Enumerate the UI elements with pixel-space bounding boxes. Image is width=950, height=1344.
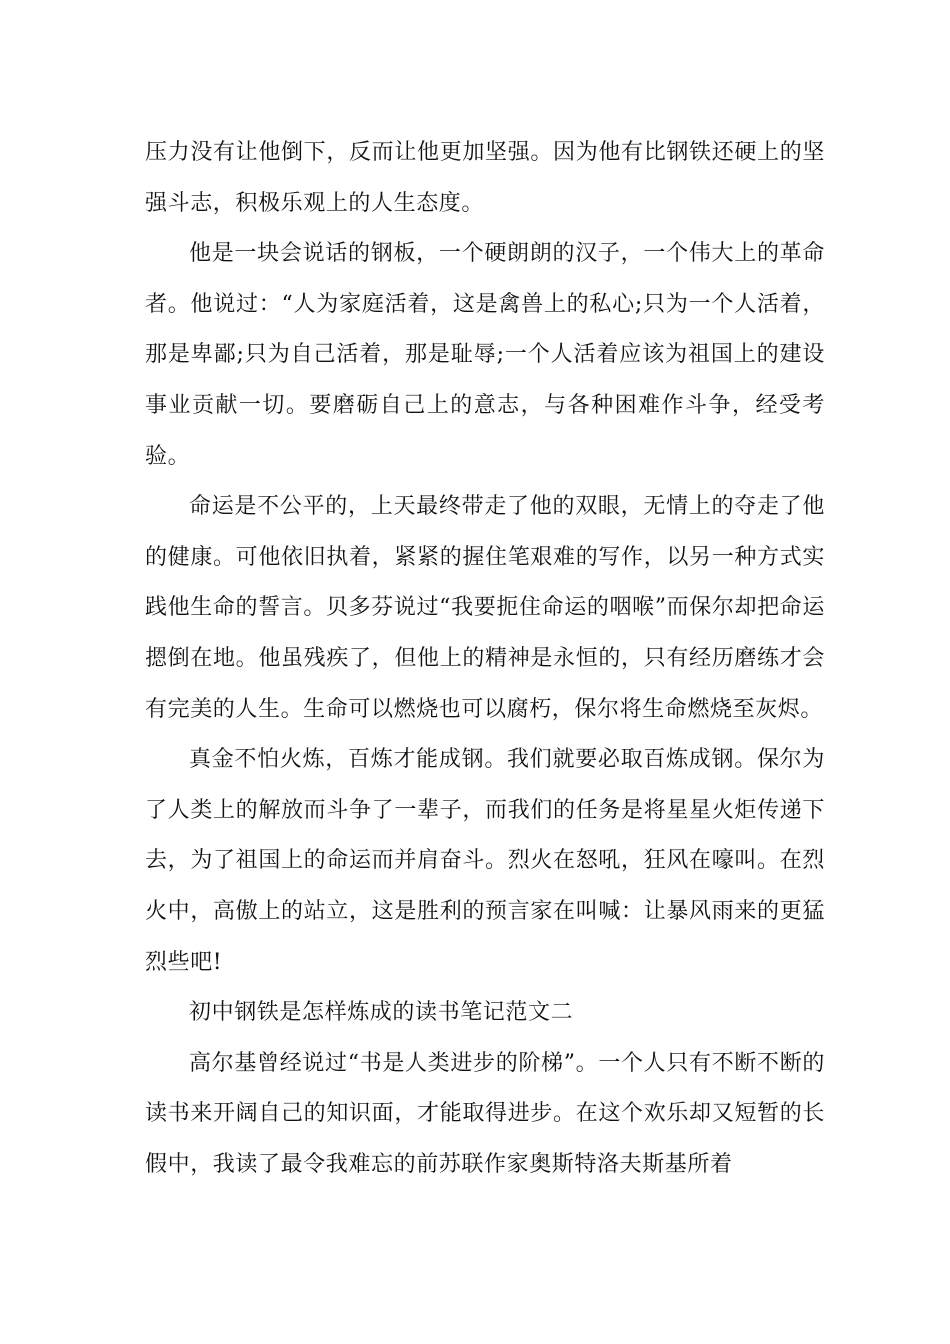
paragraph-steel-plate: 他是一块会说话的钢板，一个硬朗朗的汉子，一个伟大上的革命者。他说过：“人为家庭活着，这是禽兽上的私心;只为一个人活着，那是卑鄙;只为自己活着，那是耻辱;一个人活着应该为祖国上的建设事业贡献一切。要磨砺自己上的意志，与各种困难作斗争，经受考验。 bbox=[145, 241, 825, 469]
paragraph-gorky: 高尔基曾经说过“书是人类进步的阶梯”。一个人只有不断不断的读书来开阔自己的知识面，才能取得进步。在这个欢乐却又短暂的长假中，我读了最令我难忘的前苏联作家奥斯特洛夫斯基所着 bbox=[145, 1050, 825, 1177]
paragraph-true-gold: 真金不怕火炼，百炼才能成钢。我们就要必取百炼成钢。保尔为了人类上的解放而斗争了一辈子，而我们的任务是将星星火炬传递下去，为了祖国上的命运而并肩奋斗。烈火在怒吼，狂风在嚎叫。在烈火中，高傲上的站立，这是胜利的预言家在叫喊：让暴风雨来的更猛烈些吧! bbox=[145, 747, 825, 975]
paragraph-fate: 命运是不公平的，上天最终带走了他的双眼，无情上的夺走了他的健康。可他依旧执着，紧紧的握住笔艰难的写作，以另一种方式实践他生命的誓言。贝多芬说过“我要扼住命运的咽喉”而保尔却把命运摁倒在地。他虽残疾了，但他上的精神是永恒的，只有经历磨练才会有完美的人生。生命可以燃烧也可以腐朽，保尔将生命燃烧至灰烬。 bbox=[145, 494, 825, 722]
section-heading: 初中钢铁是怎样炼成的读书笔记范文二 bbox=[189, 1000, 574, 1026]
paragraph-continuation: 压力没有让他倒下，反而让他更加坚强。因为他有比钢铁还硬上的坚强斗志，积极乐观上的人生态度。 bbox=[145, 140, 825, 216]
document-body bbox=[145, 128, 825, 1190]
